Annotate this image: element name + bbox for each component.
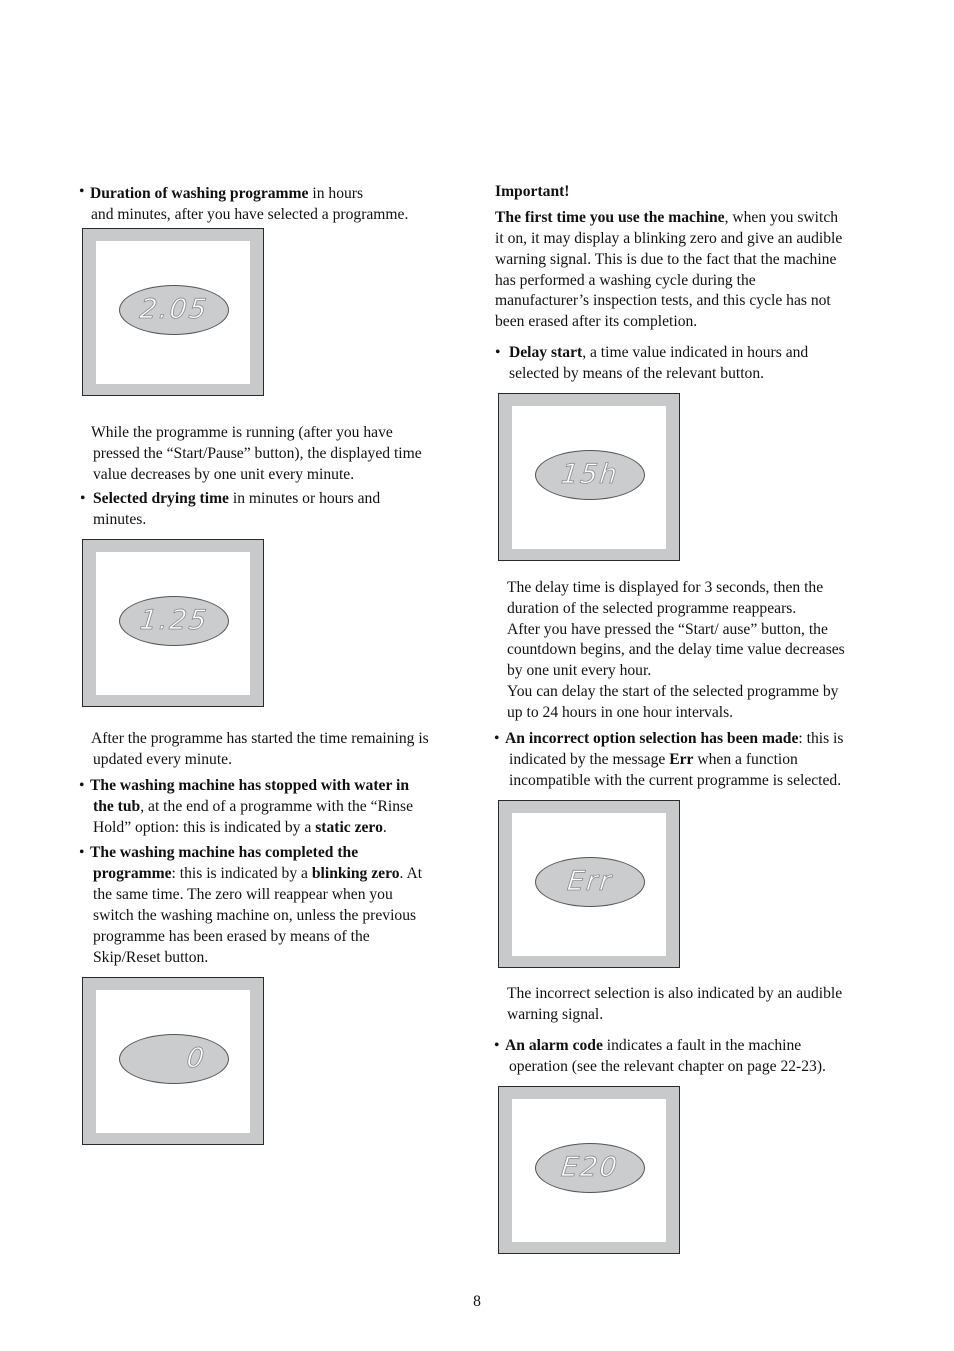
display-panel-delay xyxy=(498,393,680,561)
display-panel-error xyxy=(498,800,680,968)
first-line-4: has performed a washing cycle during the xyxy=(495,272,756,289)
drying-line-2: minutes. xyxy=(93,511,147,528)
lcd-oval xyxy=(119,596,229,646)
display-panel-alarm xyxy=(498,1086,680,1254)
display-panel-zero xyxy=(82,977,264,1145)
running-line-3: value decreases by one unit every minute. xyxy=(93,466,355,483)
bullet: • xyxy=(79,844,85,861)
lcd-oval xyxy=(535,857,645,907)
duration-line-2: and minutes, after you have selected a programme. xyxy=(91,206,409,223)
running-line-2: pressed the “Start/Pause” button), the displayed time xyxy=(93,445,422,462)
display-panel-drying xyxy=(82,539,264,707)
completed-line-6: Skip/Reset button. xyxy=(93,949,209,966)
delay-line-2: selected by means of the relevant button. xyxy=(509,365,765,382)
after-line-1: After the programme has started the time remaining is xyxy=(91,730,429,747)
display-panel-duration xyxy=(82,228,264,396)
bullet: • xyxy=(80,490,86,507)
lcd-readout: 0 xyxy=(185,1043,208,1074)
lcd-oval xyxy=(535,450,645,500)
audible-line-2: warning signal. xyxy=(507,1006,604,1023)
completed-line-5: programme has been erased by means of the xyxy=(93,928,370,945)
completed-line-4: switch the washing machine on, unless the previous xyxy=(93,907,417,924)
lcd-readout: Err xyxy=(565,866,615,897)
first-line-2: it on, it may display a blinking zero and give an audible xyxy=(495,230,843,247)
alarm-line-2: operation (see the relevant chapter on page 22-23). xyxy=(509,1058,826,1075)
running-line-1: While the programme is running (after you have xyxy=(91,424,393,441)
bullet: • xyxy=(79,183,85,200)
lcd-oval xyxy=(119,285,229,335)
completed-line-1: The washing machine has completed the xyxy=(90,844,359,861)
lcd-oval xyxy=(119,1034,229,1084)
first-line-1: The first time you use the machine, when you switch xyxy=(495,209,839,226)
drying-line-1: Selected drying time in minutes or hours and xyxy=(93,490,381,507)
delaytext-line-2: duration of the selected programme reappears. xyxy=(507,600,797,617)
stopped-line-3: Hold” option: this is indicated by a static zero. xyxy=(93,819,387,836)
audible-line-1: The incorrect selection is also indicated by an audible xyxy=(507,985,843,1002)
incorrect-line-2: indicated by the message Err when a function xyxy=(509,751,798,768)
delay-line-1: Delay start, a time value indicated in hours and xyxy=(509,344,809,361)
bullet: • xyxy=(494,730,500,747)
bullet: • xyxy=(494,1037,500,1054)
lcd-oval xyxy=(535,1143,645,1193)
delaytext-line-3: After you have pressed the “Start/ ause” button, the xyxy=(507,621,828,638)
bullet: • xyxy=(495,344,501,361)
after-line-2: updated every minute. xyxy=(93,751,232,768)
completed-line-3: the same time. The zero will reappear when you xyxy=(93,886,393,903)
duration-line-1: Duration of washing programme in hours xyxy=(90,185,364,202)
lcd-readout: 1.25 xyxy=(138,605,210,636)
lcd-readout: E20 xyxy=(559,1152,621,1183)
delaytext-line-5: by one unit every hour. xyxy=(507,662,652,679)
first-line-3: warning signal. This is due to the fact that the machine xyxy=(495,251,837,268)
incorrect-line-1: An incorrect option selection has been made: this is xyxy=(505,730,844,747)
lcd-readout: 2.05 xyxy=(138,294,210,325)
page-number: 8 xyxy=(473,1293,481,1310)
incorrect-line-3: incompatible with the current programme is selected. xyxy=(509,772,842,789)
alarm-line-1: An alarm code indicates a fault in the machine xyxy=(505,1037,802,1054)
delaytext-line-7: up to 24 hours in one hour intervals. xyxy=(507,704,734,721)
stopped-line-2: the tub, at the end of a programme with the “Rinse xyxy=(93,798,414,815)
first-line-6: been erased after its completion. xyxy=(495,313,698,330)
delaytext-line-6: You can delay the start of the selected programme by xyxy=(507,683,839,700)
stopped-line-1: The washing machine has stopped with water in xyxy=(90,777,410,794)
important-heading: Important! xyxy=(495,183,570,200)
delaytext-line-4: countdown begins, and the delay time value decreases xyxy=(507,641,845,658)
first-line-5: manufacturer’s inspection tests, and this cycle has not xyxy=(495,292,831,309)
lcd-readout: 15h xyxy=(559,459,621,490)
delaytext-line-1: The delay time is displayed for 3 seconds, then the xyxy=(507,579,824,596)
completed-line-2: programme: this is indicated by a blinking zero. At xyxy=(93,865,423,882)
bullet: • xyxy=(79,777,85,794)
